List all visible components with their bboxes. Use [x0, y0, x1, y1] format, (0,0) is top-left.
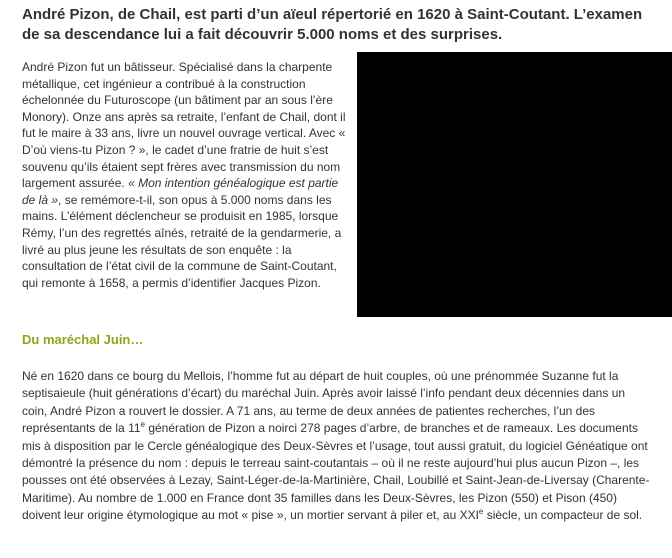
section-subheading: Du maréchal Juin… — [22, 332, 144, 347]
intro-paragraph — [22, 59, 352, 291]
body-paragraph — [22, 368, 650, 525]
body-text-part1: Né en 1620 dans ce bourg du Mellois, l’homme fut au départ de huit couples, où une prénommée Suzanne fut la septisaieule (huit générations d’écart) du maréchal Juin. Après avoir laissé l’info pendant deux décennies dans un coin, André Pizon a rouvert le dossier. A 71 ans, au terme de deux années de patientes recherches, l’un des représentants de la 11 — [22, 369, 626, 436]
body-text-part2: génération de Pizon a noirci 278 pages d’arbre, de branches et de rameaux. Les documents mis à disposition par le Cercle généalogique des Deux-Sèvres et l’usage, tout aussi gratuit, du logiciel Généatique ont démontré la présence du nom : depuis le terreau saint-coutantais – où il ne reste aujourd’hui plus aucun Pizon –, les pousses ont été observées à Lezay, Saint-Léger-de-la-Martinière, Chail, Loubillé et Saint-Jean-de-Liversay (Charente-Maritime). Au nombre de 1.000 en France dont 35 familles dans les Deux-Sèvres, les Pizon (550) et Pison (450) doivent leur origine étymologique au mot « pise », un mortier servant à piler et, au XXI — [22, 421, 650, 523]
intro-quote: « Mon intention généalogique est partie de là » — [22, 176, 339, 207]
article-image-placeholder — [357, 52, 672, 317]
intro-text-part2: , se remémore-t-il, son opus à 5.000 noms dans les mains. L’élément déclencheur se produisit en 1985, lorsque Rémy, l’un des regrettés aînés, retraité de la gendarmerie, a livré au plus jeune les résultats de son enquête : la consultation de l’état civil de la commune de Saint-Coutant, qui remonte à 1658, a permis d’identifier Jacques Pizon. — [22, 192, 342, 290]
century-suffix: e — [478, 507, 484, 517]
intro-text-part1: André Pizon fut un bâtisseur. Spécialisé dans la charpente métallique, cet ingénieur a contribué à la construction échelonnée du Futuroscope (un bâtiment par an sous l’ère Monory). Onze ans après sa retraite, l’enfant de Chail, dont il fut le maire à 33 ans, livre un nouvel ouvrage vertical. Avec « D’où viens-tu Pizon ? », le cadet d’une fratrie de huit s’est souvenu qu’ils étaient sept frères avec transmission du nom largement assurée. — [22, 60, 346, 191]
body-text-part3: siècle, un compacteur de sol. — [483, 508, 643, 523]
ordinal-suffix: e — [140, 420, 145, 430]
article-headline: André Pizon, de Chail, est parti d’un aïeul répertorié en 1620 à Saint-Coutant. L’examen de sa descendance lui a fait découvrir 5.000 noms et des surprises. — [22, 6, 643, 43]
